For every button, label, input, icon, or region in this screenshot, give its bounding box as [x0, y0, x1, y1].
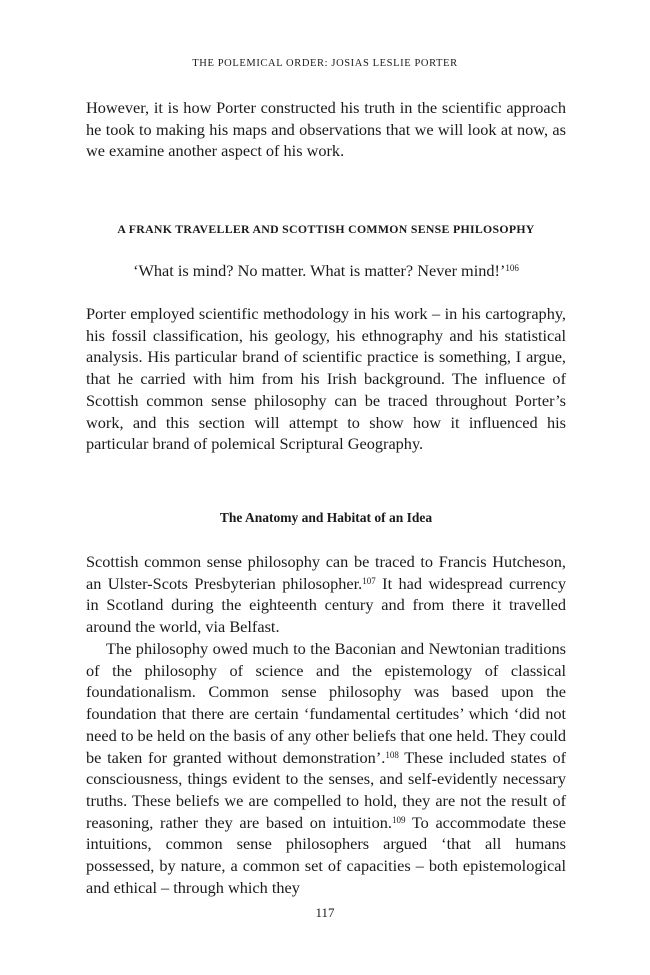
footnote-ref: 106 [505, 263, 519, 273]
intro-paragraph: However, it is how Porter constructed his truth in the scientific approach he took to making his maps and observations that we will look at now, as we examine another aspect of his work. [86, 98, 566, 161]
paragraph-philosophy [86, 638, 566, 898]
paragraph-text: It had widespread currency in Scotland during the eighteenth century and from there it travelled around the world, via Belfast. [86, 573, 566, 637]
page-number: 117 [315, 905, 335, 920]
paragraph-text: To accommodate these intuitions, common sense philosophers argued ‘that all humans possessed, by nature, a common set of capacities – both epistemological and ethical – through which they [86, 812, 566, 897]
paragraph-text: The philosophy owed much to the Baconian and Newtonian traditions of the philosophy of science and the epistemology of classical foundationalism. Common sense philosophy was based upon the foundation that there are certain ‘fundamental certitudes’ which ‘did not need to be held on the basis of any other beliefs that one held. They could be taken for granted without demonstration’. [86, 639, 566, 767]
section-paragraph: Porter employed scientific methodology in his work – in his cartography, his fossil classification, his geology, his ethnography and his statistical analysis. His particular brand of scientific practice is something, I argue, that he carried with him from his Irish background. The influence of Scottish common sense philosophy can be traced throughout Porter’s work, and this section will attempt to show how it influenced his particular brand of polemical Scriptural Geography. [86, 304, 566, 454]
subheading: The Anatomy and Habitat of an Idea [219, 510, 433, 525]
running-head: THE POLEMICAL ORDER: JOSIAS LESLIE PORTER [192, 58, 458, 69]
footnote-ref: 107 [362, 575, 376, 586]
paragraph-text: Scottish common sense philosophy can be traced to Francis Hutcheson, an Ulster-Scots Presbyterian philosopher. [86, 552, 566, 593]
footnote-ref: 108 [385, 749, 399, 760]
section-heading: A FRANK TRAVELLER AND SCOTTISH COMMON SENSE PHILOSOPHY [117, 222, 535, 236]
epigraph [86, 261, 566, 281]
epigraph-text: ‘What is mind? No matter. What is matter? Never mind!’ [133, 261, 506, 280]
paragraph-hutcheson [86, 551, 566, 638]
paragraph-text: These included states of consciousness, things evident to the senses, and self-evidently necessary truths. These beliefs we are compelled to hold, they are not the result of reasoning, rather they are based on intuition. [86, 747, 566, 832]
footnote-ref: 109 [391, 814, 406, 825]
